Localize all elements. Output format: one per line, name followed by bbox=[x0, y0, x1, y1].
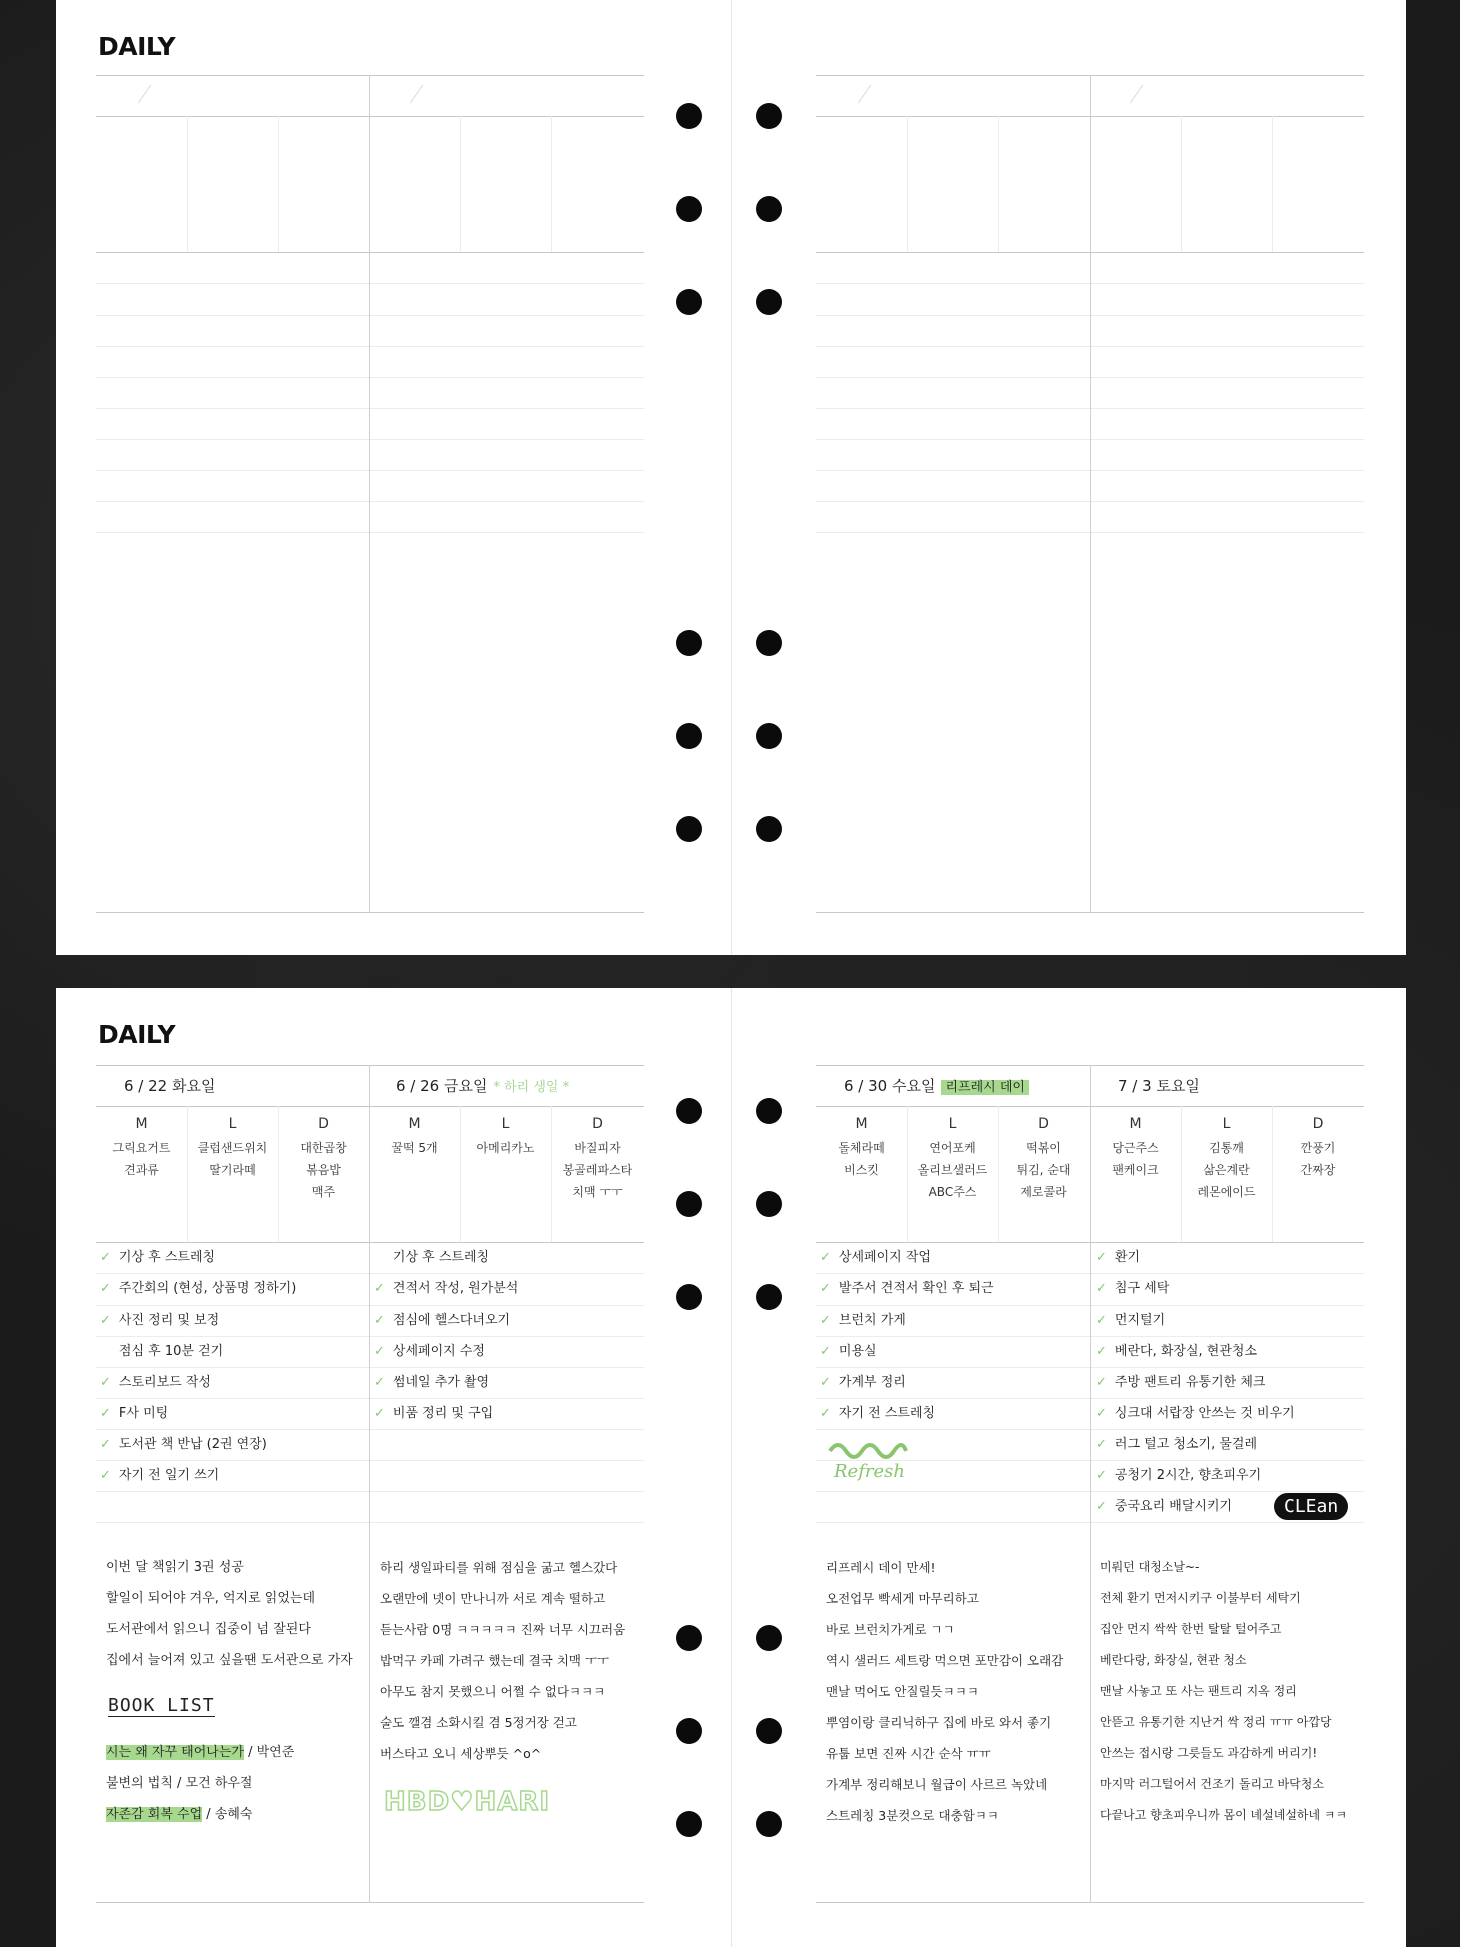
day-date: 6 / 30 수요일 리프레시 데이 bbox=[844, 1075, 1029, 1096]
binder-hole bbox=[676, 1625, 702, 1651]
task-item: ✓ 침구 세탁 bbox=[1096, 1281, 1170, 1296]
meal-dinner: D 떡볶이 튀김, 순대 제로콜라 bbox=[1016, 1116, 1071, 1199]
blank-right-page bbox=[816, 75, 1364, 913]
task-item: ✓ 상세페이지 수정 bbox=[374, 1344, 485, 1359]
task-item: ✓ 브런치 가게 bbox=[820, 1313, 906, 1328]
binder-hole bbox=[756, 1811, 782, 1837]
memo-text: 하리 생일파티를 위해 점심을 굶고 헬스갔다 오랜만에 넷이 만나니까 서로 계속 떨하고 듣는사람 0명 ㅋㅋㅋㅋㅋ 진짜 너무 시끄러움 밥먹구 카페 가려구 했는데 결국 치맥 ㅜㅜ 아무도 참지 못했으니 어쩔 수 없다ㅋㅋㅋ 술도 깰겸 소화시킬 겸 5정거장 걷고 버스타고 오니 세상뿌듯 ^o^ bbox=[380, 1560, 626, 1761]
binder-hole bbox=[756, 816, 782, 842]
binder-hole bbox=[676, 103, 702, 129]
binder-hole bbox=[676, 196, 702, 222]
meal-lunch: L 클럽샌드위치 딸기라떼 bbox=[197, 1116, 268, 1177]
book-list-label: BOOK LIST bbox=[108, 1695, 215, 1716]
task-item: ✓ 주방 팬트리 유통기한 체크 bbox=[1096, 1375, 1266, 1390]
task-item: ✓ 러그 털고 청소기, 물걸레 bbox=[1096, 1437, 1258, 1452]
meal-breakfast: M 당근주스 팬케이크 bbox=[1112, 1116, 1159, 1177]
binder-hole bbox=[756, 196, 782, 222]
memo-text: 이번 달 책읽기 3권 성공 할일이 되어야 겨우, 억지로 읽었는데 도서관에서 읽으니 집중이 넘 잘된다 집에서 늘어져 있고 싶을땐 도서관으로 가자 bbox=[106, 1560, 353, 1668]
binder-hole bbox=[676, 1718, 702, 1744]
binder-hole bbox=[676, 630, 702, 656]
task-item: ✓ 베란다, 화장실, 현관청소 bbox=[1096, 1344, 1258, 1359]
meal-lunch: L 연어포케 올리브샐러드 ABC주스 bbox=[917, 1116, 988, 1199]
book-entries: 시는 왜 자꾸 태어나는가 / 박연준 불변의 법칙 / 모건 하우절 자존감 회복 수업 / 송혜숙 bbox=[106, 1745, 295, 1822]
task-item: ✓ 도서관 책 반납 (2권 연장) bbox=[100, 1437, 267, 1452]
task-item: ✓ 자기 전 스트레칭 bbox=[820, 1406, 936, 1421]
task-item: ✓ 환기 bbox=[1096, 1250, 1141, 1265]
task-item: ✓ 견적서 작성, 원가분석 bbox=[374, 1281, 519, 1296]
binder-hole bbox=[676, 723, 702, 749]
blank-left-page bbox=[96, 75, 644, 913]
memo-text: 미뤄던 대청소날~- 전체 환기 먼저시키구 이불부터 세탁기 집안 먼지 싹싹 한번 탈탈 털어주고 베란다랑, 화장실, 현관 청소 맨날 사놓고 또 사는 팬트리 지옥 정리 안뜯고 유통기한 지난거 싹 정리 ㅠㅠ 아깝당 안쓰는 접시랑 그릇들도 과감하게 버리기! 마지막 러그털어서 건조기 돌리고 바닥청소 다끝나고 향초피우니까 몸이 녜설녜설하네 ㅋㅋ bbox=[1100, 1560, 1348, 1822]
binder-hole bbox=[756, 630, 782, 656]
binder-hole bbox=[756, 1625, 782, 1651]
binder-hole bbox=[756, 1191, 782, 1217]
task-item: ✓ 공청기 2시간, 향초피우기 bbox=[1096, 1468, 1262, 1483]
center-fold bbox=[731, 0, 732, 955]
binder-hole bbox=[756, 1098, 782, 1124]
task-item: ✓ 점심에 헬스다녀오기 bbox=[374, 1313, 511, 1328]
task-item: ✓ F사 미팅 bbox=[100, 1406, 169, 1421]
task-item: ✓ 기상 후 스트레칭 bbox=[100, 1250, 216, 1265]
meal-lunch: L 김통깨 삶은계란 레몬에이드 bbox=[1197, 1116, 1256, 1199]
task-item: ✓ 가계부 정리 bbox=[820, 1375, 906, 1390]
meal-breakfast: M 꿀떡 5개 bbox=[391, 1116, 438, 1155]
highlight-tag: 리프레시 데이 bbox=[941, 1080, 1028, 1095]
task-item: 기상 후 스트레칭 bbox=[392, 1250, 490, 1265]
filled-left-page bbox=[96, 1065, 644, 1903]
task-item: ✓ 주간회의 (현성, 상품명 정하기) bbox=[100, 1281, 297, 1296]
daily-title: DAILY bbox=[98, 32, 176, 61]
binder-hole bbox=[676, 1098, 702, 1124]
meal-dinner: D 대한곱창 볶음밥 맥주 bbox=[300, 1116, 347, 1199]
meal-dinner: D 깐풍기 간짜장 bbox=[1300, 1116, 1336, 1177]
binder-hole bbox=[756, 723, 782, 749]
day-date: 6 / 22 화요일 bbox=[124, 1077, 216, 1095]
binder-hole bbox=[676, 1284, 702, 1310]
hbd-sticker: HBD♥HARI bbox=[384, 1787, 551, 1817]
day-date: 6 / 26 금요일 * 하리 생일 * bbox=[396, 1077, 570, 1095]
task-item: ✓ 상세페이지 작업 bbox=[820, 1250, 931, 1265]
filled-right-page bbox=[816, 1065, 1364, 1903]
task-item: ✓ 비품 정리 및 구입 bbox=[374, 1406, 494, 1421]
meal-breakfast: M 돌체라떼 비스킷 bbox=[838, 1116, 885, 1177]
task-item: ✓ 사진 정리 및 보정 bbox=[100, 1313, 220, 1328]
binder-hole bbox=[676, 1811, 702, 1837]
meal-lunch: L 아메리카노 bbox=[476, 1116, 535, 1155]
task-item: ✓ 중국요리 배달시키기 bbox=[1096, 1499, 1233, 1514]
binder-hole bbox=[756, 1284, 782, 1310]
binder-hole bbox=[756, 289, 782, 315]
daily-title: DAILY bbox=[98, 1020, 176, 1049]
center-fold bbox=[731, 988, 732, 1947]
binder-hole bbox=[676, 816, 702, 842]
memo-text: 리프레시 데이 만세! 오전업무 빡세게 마무리하고 바로 브런치가게로 ㄱㄱ 역시 샐러드 세트랑 먹으면 포만감이 오래감 맨날 먹어도 안질릴듯ㅋㅋㅋ 뿌염이랑 클리닉하구 집에 바로 와서 좋기 유툽 보면 진짜 시간 순삭 ㅠㅠ 가계부 정리해보니 월급이 사르르 녹았네 스트레칭 3분컷으로 대충함ㅋㅋ bbox=[826, 1560, 1064, 1823]
clean-sticker: CLEan bbox=[1274, 1493, 1348, 1520]
refresh-sticker: Refresh bbox=[834, 1461, 905, 1482]
task-item: ✓ 싱크대 서랍장 안쓰는 것 비우기 bbox=[1096, 1406, 1295, 1421]
task-item: ✓ 스토리보드 작성 bbox=[100, 1375, 211, 1390]
task-item: 점심 후 10분 걷기 bbox=[118, 1344, 224, 1359]
wave-doodle-icon bbox=[828, 1437, 908, 1459]
task-item: ✓ 썸네일 추가 촬영 bbox=[374, 1375, 490, 1390]
day-date: 7 / 3 토요일 bbox=[1118, 1077, 1200, 1095]
task-item: ✓ 먼지털기 bbox=[1096, 1313, 1166, 1328]
filled-planner-sheet bbox=[56, 988, 1406, 1947]
binder-hole bbox=[756, 1718, 782, 1744]
meal-dinner: D 바질피자 봉골레파스타 치맥 ㅜㅜ bbox=[562, 1116, 633, 1199]
meal-breakfast: M 그릭요거트 견과류 bbox=[112, 1116, 171, 1177]
blank-planner-sheet bbox=[56, 0, 1406, 955]
binder-hole bbox=[676, 1191, 702, 1217]
task-item: ✓ 발주서 견적서 확인 후 퇴근 bbox=[820, 1281, 994, 1296]
task-item: ✓ 미용실 bbox=[820, 1344, 877, 1359]
binder-hole bbox=[756, 103, 782, 129]
binder-hole bbox=[676, 289, 702, 315]
task-item: ✓ 자기 전 일기 쓰기 bbox=[100, 1468, 220, 1483]
